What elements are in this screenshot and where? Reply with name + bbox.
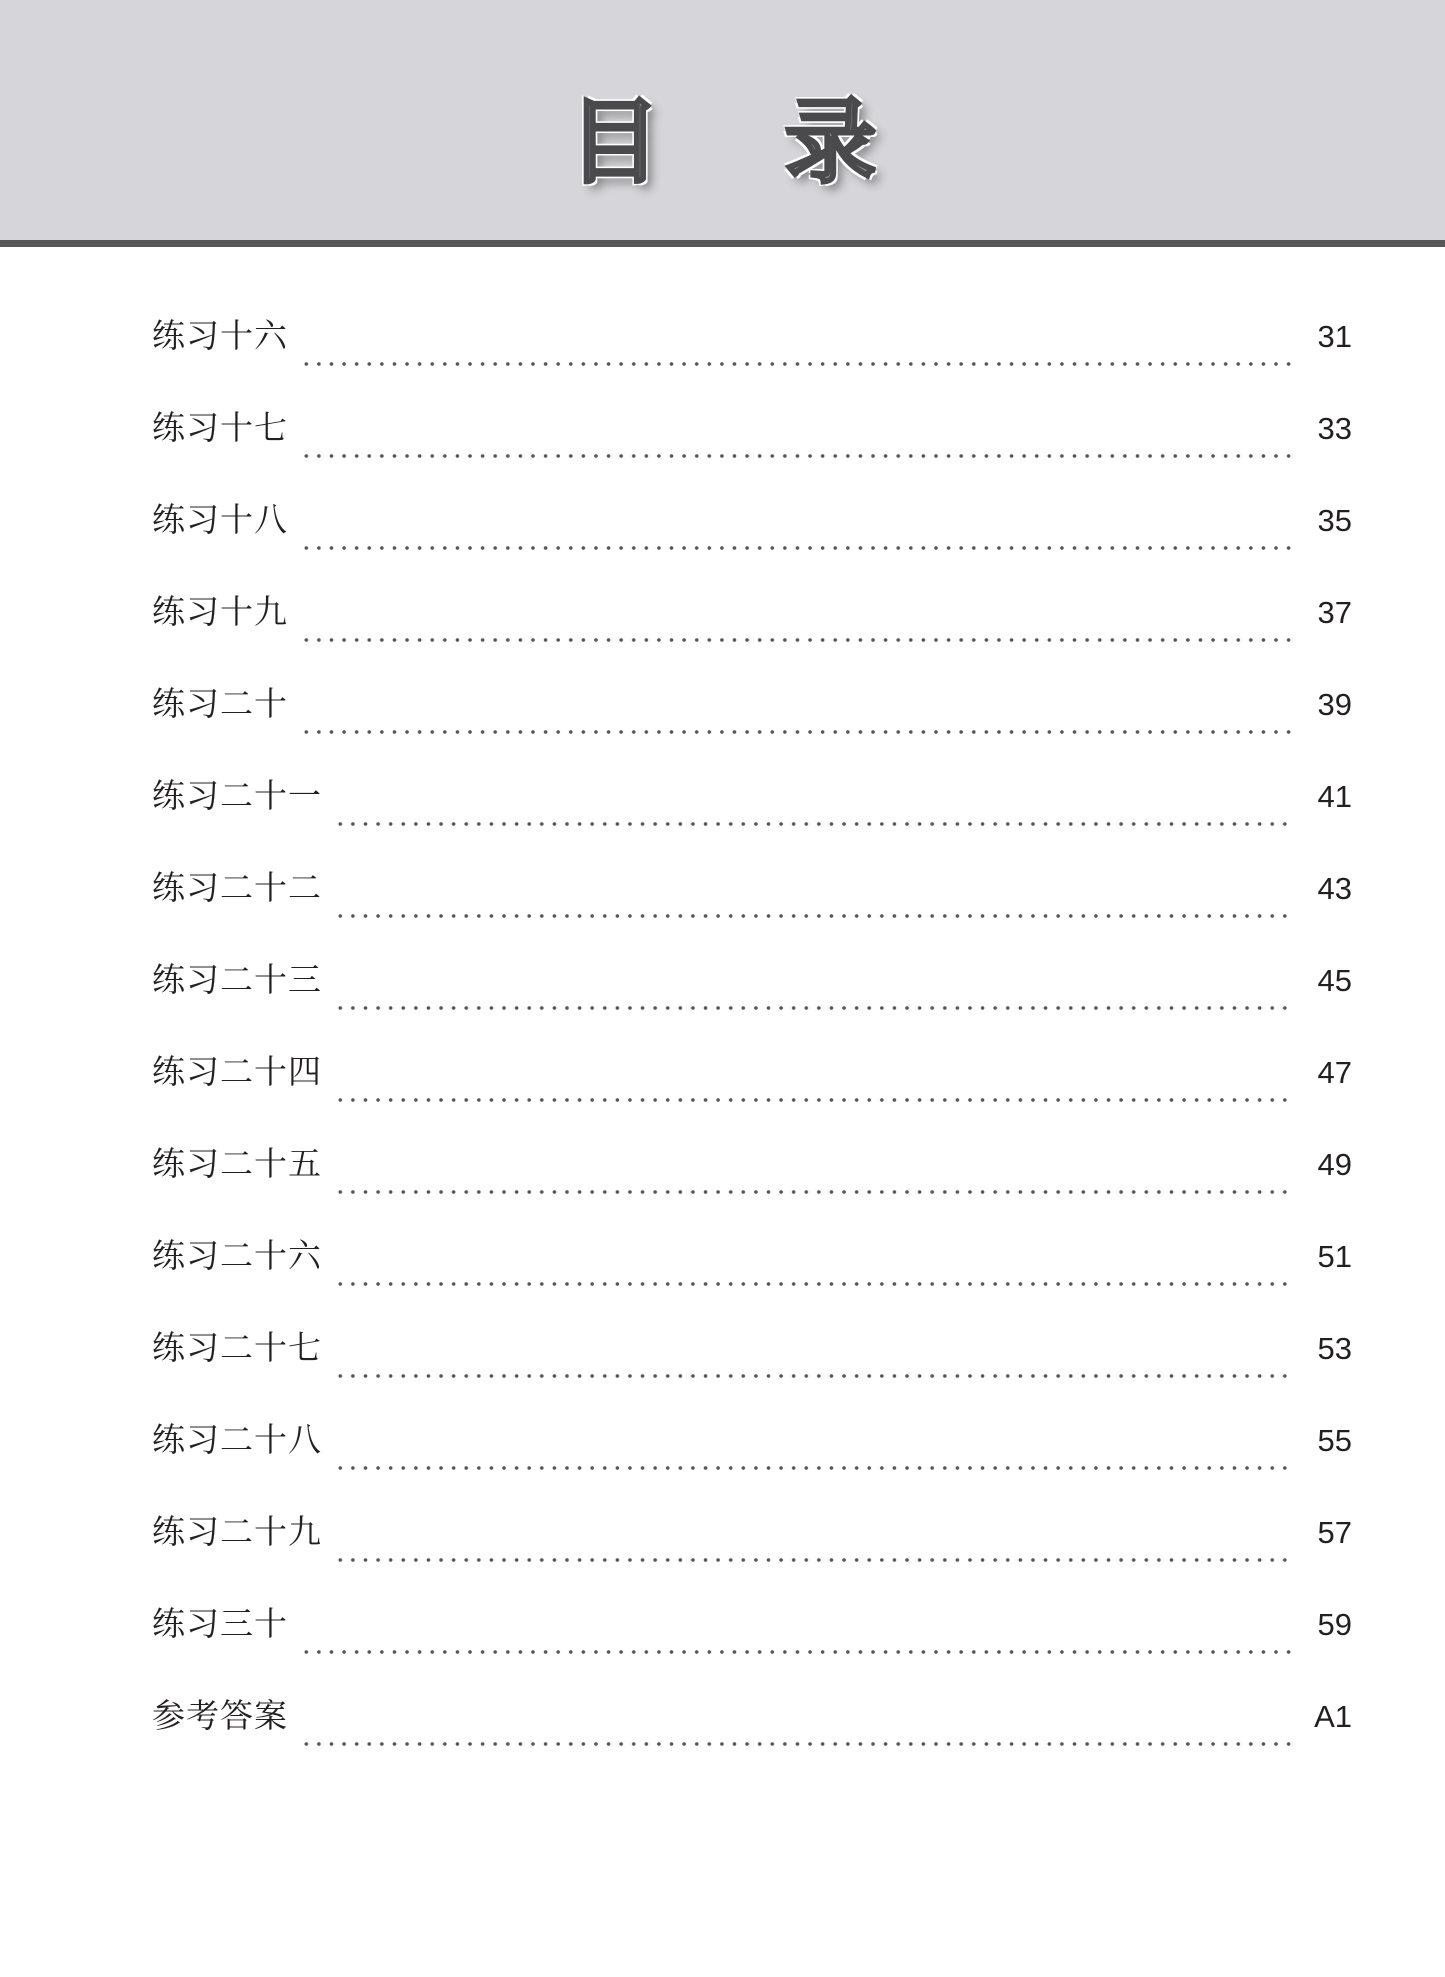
- toc-entry-page-number: 57: [1317, 1515, 1352, 1550]
- toc-entry-page-number: 35: [1317, 503, 1352, 538]
- toc-entry-label: 练习二十二: [152, 868, 322, 907]
- toc-entry[interactable]: [152, 860, 1352, 952]
- toc-entry-page-number: 43: [1317, 871, 1352, 906]
- dot-leader: [334, 1098, 1294, 1102]
- toc-entry[interactable]: [152, 1136, 1352, 1228]
- toc-entry[interactable]: [152, 1412, 1352, 1504]
- toc-entry[interactable]: [152, 400, 1352, 492]
- toc-entry-page-number: 33: [1317, 411, 1352, 446]
- toc-entry-label: 练习二十七: [152, 1328, 322, 1367]
- page-title: 目 录: [568, 89, 923, 196]
- toc-entry-page-number: 31: [1317, 319, 1352, 354]
- toc-entry-label: 练习二十五: [152, 1144, 322, 1183]
- toc-entry-label: 参考答案: [152, 1696, 288, 1735]
- dot-leader: [300, 638, 1294, 642]
- toc-entry-page-number: 51: [1317, 1239, 1352, 1274]
- toc-entry-page-number: 45: [1317, 963, 1352, 998]
- dot-leader: [300, 454, 1294, 458]
- toc-entry-label: 练习二十一: [152, 776, 322, 815]
- dot-leader: [334, 1006, 1294, 1010]
- toc-entry-label: 练习二十四: [152, 1052, 322, 1091]
- dot-leader: [300, 362, 1294, 366]
- toc-entry-page-number: 59: [1317, 1607, 1352, 1642]
- toc-entry-page-number: 55: [1317, 1423, 1352, 1458]
- dot-leader: [334, 1282, 1294, 1286]
- toc-entry-page-number: 47: [1317, 1055, 1352, 1090]
- toc-entry-page-number: A1: [1314, 1699, 1352, 1734]
- toc-entry-label: 练习二十六: [152, 1236, 322, 1275]
- toc-entry[interactable]: [152, 952, 1352, 1044]
- toc-entry-page-number: 37: [1317, 595, 1352, 630]
- dot-leader: [334, 1374, 1294, 1378]
- toc-entry-label: 练习十七: [152, 408, 288, 447]
- toc-entry-page-number: 53: [1317, 1331, 1352, 1366]
- dot-leader: [300, 1742, 1294, 1746]
- toc-entry[interactable]: [152, 1596, 1352, 1688]
- dot-leader: [334, 914, 1294, 918]
- toc-entry[interactable]: [152, 1044, 1352, 1136]
- toc-entry-page-number: 41: [1317, 779, 1352, 814]
- header-divider: [0, 240, 1445, 247]
- toc-entry-label: 练习十六: [152, 316, 288, 355]
- toc-entry[interactable]: [152, 1688, 1352, 1780]
- dot-leader: [334, 1558, 1294, 1562]
- dot-leader: [300, 730, 1294, 734]
- toc-entry[interactable]: [152, 676, 1352, 768]
- toc-entry-label: 练习二十九: [152, 1512, 322, 1551]
- dot-leader: [334, 1466, 1294, 1470]
- toc-entry[interactable]: [152, 308, 1352, 400]
- toc-entry[interactable]: [152, 1228, 1352, 1320]
- toc-entry-label: 练习二十三: [152, 960, 322, 999]
- toc-entry-label: 练习二十: [152, 684, 288, 723]
- dot-leader: [300, 1650, 1294, 1654]
- toc-entry-label: 练习三十: [152, 1604, 288, 1643]
- toc-entry-page-number: 39: [1317, 687, 1352, 722]
- toc-entry[interactable]: [152, 1320, 1352, 1412]
- toc-entry-label: 练习十九: [152, 592, 288, 631]
- dot-leader: [334, 822, 1294, 826]
- toc-entry[interactable]: [152, 492, 1352, 584]
- dot-leader: [300, 546, 1294, 550]
- table-of-contents: [152, 308, 1352, 1780]
- toc-entry[interactable]: [152, 584, 1352, 676]
- toc-entry-page-number: 49: [1317, 1147, 1352, 1182]
- toc-entry-label: 练习十八: [152, 500, 288, 539]
- dot-leader: [334, 1190, 1294, 1194]
- toc-entry-label: 练习二十八: [152, 1420, 322, 1459]
- toc-entry[interactable]: [152, 768, 1352, 860]
- toc-entry[interactable]: [152, 1504, 1352, 1596]
